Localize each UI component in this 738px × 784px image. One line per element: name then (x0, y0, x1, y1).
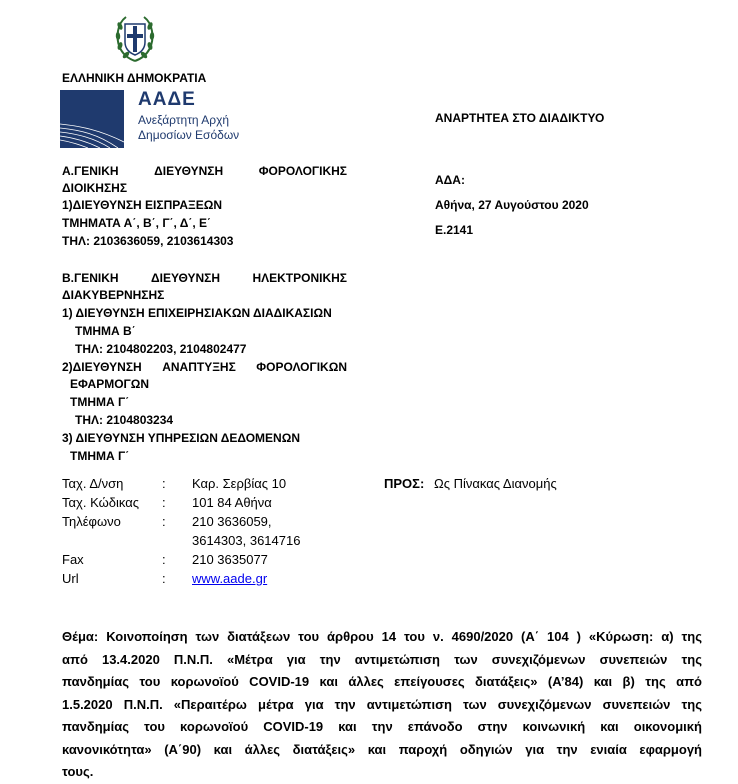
sender-b-directorate-3-unit: ΤΜΗΜΑ Γ΄ (70, 449, 130, 463)
sender-b-directorate-2-phone: ΤΗΛ: 2104803234 (75, 413, 174, 427)
sender-b-dir2-word-1: 2)ΔΙΕΥΘΥΝΣΗ (62, 360, 142, 374)
contact-separator: : (162, 552, 166, 567)
sender-b-title (62, 271, 347, 286)
aade-logo-mark-icon (60, 90, 124, 148)
contact-value: Καρ. Σερβίας 10 (192, 476, 287, 491)
sender-b-directorate-2-cont: ΕΦΑΡΜΟΓΩΝ (70, 377, 150, 391)
subject-line: πανδημίας του κορωνοϊού COVID-19 και την επάνοδο στην κοινωνική και οικονομική (62, 719, 702, 734)
subject-line: από 13.4.2020 Π.Ν.Π. «Μέτρα για την αντιμετώπιση των συνεχιζόμενων συνεπειών της (62, 651, 702, 667)
subject-line: 1.5.2020 Π.Ν.Π. «Περαιτέρω μέτρα για την αντιμετώπιση των συνεχιζόμενων συνεπειών της (62, 696, 702, 712)
contact-label: Τηλέφωνο (62, 514, 121, 529)
contact-value: 210 3635077 (192, 552, 268, 567)
contact-label: Ταχ. Δ/νση (62, 476, 124, 491)
aade-acronym: ΑΑΔΕ (138, 89, 196, 110)
subject-line: τους. (62, 764, 94, 779)
contact-separator: : (162, 495, 166, 510)
coat-of-arms-emblem (113, 14, 157, 64)
sender-b-directorate-2-unit: ΤΜΗΜΑ Γ΄ (70, 395, 130, 409)
contact-separator: : (162, 514, 166, 529)
sender-b-dir2-word-3: ΦΟΡΟΛΟΓΙΚΩΝ (256, 360, 347, 374)
recipient-value: Ως Πίνακας Διανομής (434, 476, 557, 491)
sender-a-title (62, 164, 347, 179)
aade-logo (60, 90, 260, 148)
subject-block (62, 626, 702, 784)
sender-b-directorate-2 (62, 360, 347, 375)
republic-heading: ΕΛΛΗΝΙΚΗ ΔΗΜΟΚΡΑΤΙΑ (62, 71, 207, 85)
sender-b-dir2-word-2: ΑΝΑΠΤΥΞΗΣ (162, 360, 236, 374)
sender-a-units: ΤΜΗΜΑΤΑ Α΄, Β΄, Γ΄, Δ΄, Ε΄ (62, 216, 212, 230)
contact-label: Ταχ. Κώδικας (62, 495, 139, 510)
contact-value: 101 84 Αθήνα (192, 495, 272, 510)
sender-b-directorate-1-unit: ΤΜΗΜΑ Β΄ (75, 324, 136, 338)
contact-label: Fax (62, 552, 84, 567)
sender-b-title-word-1: Β.ΓΕΝΙΚΗ (62, 271, 119, 285)
sender-b-title-word-2: ΔΙΕΥΘΥΝΣΗ (150, 271, 221, 285)
website-link[interactable]: www.aade.gr (192, 571, 268, 586)
contact-separator: : (162, 571, 166, 586)
subject-text: Κοινοποίηση των διατάξεων του άρθρου 14 του ν. 4690/2020 (Α΄ 104 ) «Κύρωση: α) της (106, 629, 702, 644)
recipient-label: ΠΡΟΣ: (384, 476, 425, 491)
sender-b-title-word-3: ΗΛΕΚΤΡΟΝΙΚΗΣ (252, 271, 347, 285)
aade-name-line-1: Ανεξάρτητη Αρχή (138, 113, 230, 127)
aade-name-line-2: Δημοσίων Εσόδων (138, 128, 240, 142)
sender-b-directorate-3: 3) ΔΙΕΥΘΥΝΣΗ ΥΠΗΡΕΣΙΩΝ ΔΕΔΟΜΕΝΩΝ (62, 431, 300, 445)
contact-value: 210 3636059, (192, 514, 272, 529)
sender-b-directorate-1-phone: ΤΗΛ: 2104802203, 2104802477 (75, 342, 247, 356)
sender-a-phone: ΤΗΛ: 2103636059, 2103614303 (62, 234, 234, 248)
contact-separator: : (162, 476, 166, 491)
sender-a-title-word-1: Α.ΓΕΝΙΚΗ (62, 164, 119, 178)
sender-b-title-cont: ΔΙΑΚΥΒΕΡΝΗΣΗΣ (62, 288, 165, 302)
document-date: Αθήνα, 27 Αυγούστου 2020 (435, 198, 589, 212)
publish-notice: ΑΝΑΡΤΗΤΕΑ ΣΤΟ ΔΙΑΔΙΚΤΥΟ (435, 111, 605, 125)
subject-line: κανονικότητα» (Α΄90) και άλλες διατάξεις» και παροχή οδηγιών για την ενιαία εφαρμογή (62, 741, 702, 757)
sender-b-directorate-1: 1) ΔΙΕΥΘΥΝΣΗ ΕΠΙΧΕΙΡΗΣΙΑΚΩΝ ΔΙΑΔΙΚΑΣΙΩΝ (62, 306, 332, 320)
subject-line: πανδημίας του κορωνοϊού COVID-19 και άλλες επείγουσες διατάξεις» (Α’84) και β) της από (62, 674, 702, 689)
subject-label: Θέμα: (62, 629, 99, 644)
sender-a-title-cont: ΔΙΟΙΚΗΣΗΣ (62, 181, 128, 195)
contact-value: 3614303, 3614716 (192, 533, 301, 548)
sender-a-title-word-3: ΦΟΡΟΛΟΓΙΚΗΣ (258, 164, 347, 178)
subject-line (62, 626, 702, 649)
sender-a-title-word-2: ΔΙΕΥΘΥΝΣΗ (154, 164, 224, 178)
ada-label: ΑΔΑ: (435, 173, 465, 187)
protocol-number: Ε.2141 (435, 223, 474, 237)
contact-label: Url (62, 571, 79, 586)
sender-a-directorate-1: 1)ΔΙΕΥΘΥΝΣΗ ΕΙΣΠΡΑΞΕΩΝ (62, 198, 223, 212)
